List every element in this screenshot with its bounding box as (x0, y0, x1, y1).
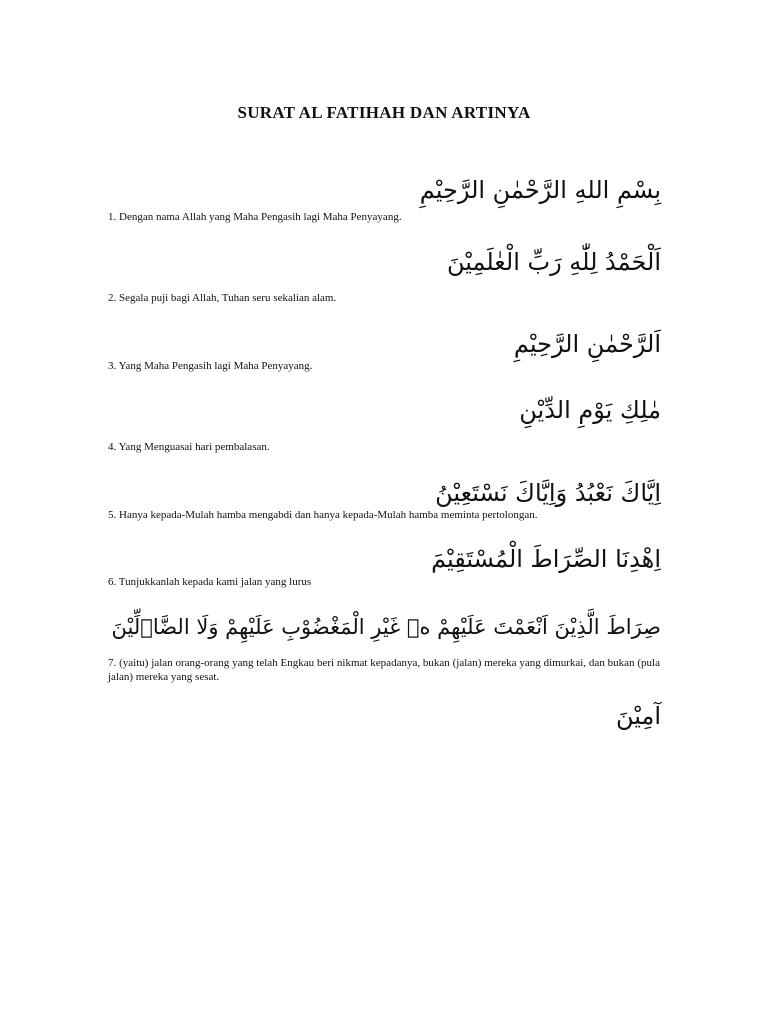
translation-verse-2: 2. Segala puji bagi Allah, Tuhan seru sekalian alam. (108, 292, 337, 304)
translation-verse-6: 6. Tunjukkanlah kepada kami jalan yang lurus (108, 576, 312, 588)
page-title: SURAT AL FATIHAH DAN ARTINYA (237, 103, 531, 122)
arabic-closing-amin: آمِيْنَ (615, 702, 661, 730)
translation-verse-1: 1. Dengan nama Allah yang Maha Pengasih lagi Maha Penyayang. (108, 211, 402, 223)
translation-verse-3: 3. Yang Maha Pengasih lagi Maha Penyayang. (108, 360, 313, 372)
arabic-verse-1: بِسْمِ اللهِ الرَّحْمٰنِ الرَّحِيْمِ (419, 176, 661, 204)
arabic-verse-3: اَلرَّحْمٰنِ الرَّحِيْمِ (513, 330, 661, 358)
translation-verse-7: 7. (yaitu) jalan orang-orang yang telah Engkau beri nikmat kepadanya, bukan (jalan) mereka yang dimurkai, dan bukan (pula jalan) mereka yang sesat. (108, 657, 660, 683)
translation-verse-4: 4. Yang Menguasai hari pembalasan. (108, 441, 270, 453)
arabic-verse-7: صِرَاطَ الَّذِيْنَ اَنْعَمْتَ عَلَيْهِمْ ەۙ غَيْرِ الْمَغْضُوْبِ عَلَيْهِمْ وَلَا الضَّاۤلِّيْنَ (111, 615, 661, 639)
arabic-verse-2: اَلْحَمْدُ لِلّٰهِ رَبِّ الْعٰلَمِيْنَ (446, 248, 661, 276)
translation-verse-5: 5. Hanya kepada-Mulah hamba mengabdi dan hanya kepada-Mulah hamba meminta pertolongan. (108, 509, 538, 521)
arabic-verse-5: اِيَّاكَ نَعْبُدُ وَاِيَّاكَ نَسْتَعِيْنُ (435, 479, 661, 507)
arabic-verse-4: مٰلِكِ يَوْمِ الدِّيْنِ (519, 396, 661, 424)
arabic-verse-6: اِهْدِنَا الصِّرَاطَ الْمُسْتَقِيْمَ (431, 545, 661, 573)
